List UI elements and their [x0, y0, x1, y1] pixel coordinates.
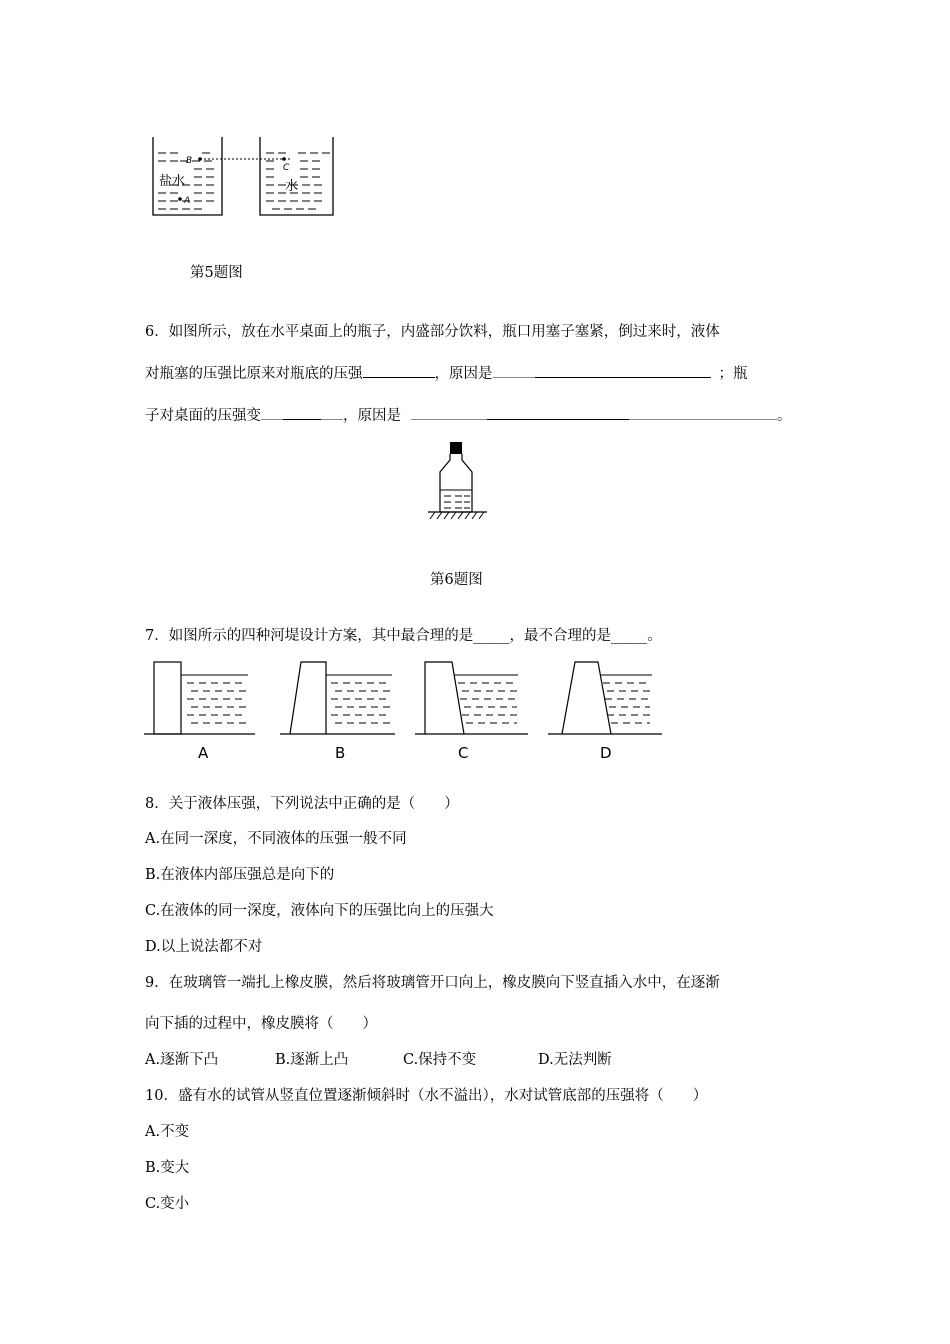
water-label: 水	[285, 179, 299, 194]
q6-blank-4a	[411, 405, 487, 420]
dam-label-c: C	[458, 744, 469, 762]
q6-blank-3c	[321, 405, 343, 420]
q6-line-2: 对瓶塞的压强比原来对瓶底的压强 ，原因是 ；瓶	[145, 363, 748, 383]
q8-stem: 8．关于液体压强，下列说法中正确的是（ ）	[145, 796, 459, 812]
q9-line-2: 向下插的过程中，橡皮膜将（ ）	[145, 1016, 377, 1032]
dam-label-a: A	[198, 744, 209, 762]
dam-option-c	[415, 662, 528, 734]
q6-blank-4b	[487, 405, 629, 420]
dam-label-b: B	[335, 744, 346, 762]
figure-7-dams	[140, 655, 660, 765]
q8-option-d: D.以上说法都不对	[145, 939, 263, 955]
q8-option-b: B.在液体内部压强总是向下的	[145, 867, 335, 883]
q7-text: 7．如图所示的四种河堤设计方案，其中最合理的是_____，最不合理的是_____。	[145, 628, 662, 644]
point-b-label: B	[186, 156, 193, 166]
figure-5-containers	[150, 135, 350, 225]
q10-option-b: B.变大	[145, 1160, 190, 1176]
q6-blank-2b	[535, 363, 711, 378]
point-a-dot	[178, 197, 182, 201]
figure-6-caption: 第6题图	[430, 572, 483, 588]
q8-option-a: A.在同一深度，不同液体的压强一般不同	[145, 831, 407, 847]
q10-stem: 10．盛有水的试管从竖直位置逐渐倾斜时（水不溢出），水对试管底部的压强将（ ）	[145, 1088, 708, 1104]
q9-option-a: A.逐渐下凸	[145, 1052, 219, 1068]
q9-line-1: 9．在玻璃管一端扎上橡皮膜，然后将玻璃管开口向上，橡皮膜向下竖直插入水中，在逐渐	[145, 975, 720, 991]
dam-option-a	[144, 662, 255, 734]
q6-line-1: 6．如图所示，放在水平桌面上的瓶子，内盛部分饮料，瓶口用塞子塞紧，倒过来时，液体	[145, 324, 720, 340]
q9-option-d: D.无法判断	[538, 1052, 612, 1068]
q10-option-a: A.不变	[145, 1124, 190, 1140]
q6-blank-2a	[493, 363, 535, 378]
figure-5-caption: 第5题图	[190, 265, 243, 281]
q6-blank-3b	[283, 405, 321, 420]
q9-option-b: B.逐渐上凸	[275, 1052, 349, 1068]
dam-option-d	[548, 662, 662, 734]
salt-water-label: 盐水	[159, 174, 186, 189]
point-c-label: C	[283, 163, 290, 173]
q8-option-c: C.在液体的同一深度，液体向下的压强比向上的压强大	[145, 903, 494, 919]
q6-blank-3a	[261, 405, 283, 420]
q6-line-3: 子对桌面的压强变 ，原因是 。	[145, 405, 792, 425]
point-c-dot	[282, 157, 286, 161]
point-b-dot	[198, 157, 202, 161]
q6-blank-4c	[629, 405, 777, 420]
figure-6-bottle	[425, 440, 495, 520]
q9-option-c: C.保持不变	[403, 1052, 477, 1068]
q6-blank-1	[363, 363, 435, 378]
q10-option-c: C.变小	[145, 1196, 190, 1212]
dam-option-b	[280, 662, 395, 734]
dam-label-d: D	[600, 744, 612, 762]
point-a-label: A	[184, 196, 191, 206]
